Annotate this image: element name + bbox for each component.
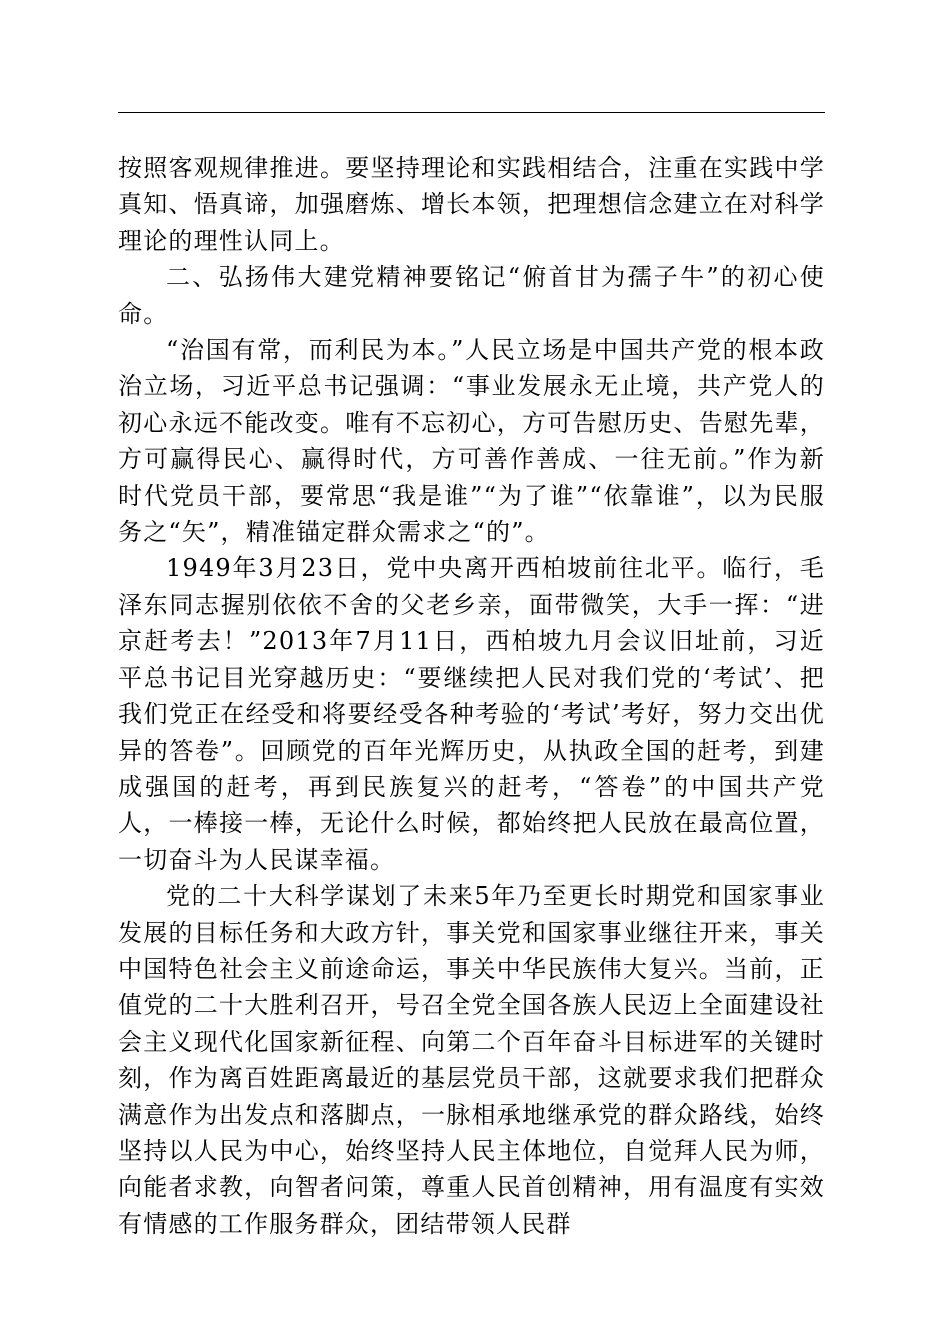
body-paragraph: 党的二十大科学谋划了未来5年乃至更长时期党和国家事业发展的目标任务和大政方针，事关党和国家事业继往开来，事关中国特色社会主义前途命运，事关中华民族伟大复兴。当前，正值党的二十大胜利召开，号召全党全国各族人民迈上全面建设社会主义现代化国家新征程、向第二个百年奋斗目标进军的关键时刻，作为离百姓距离最近的基层党员干部，这就要求我们把群众满意作为出发点和落脚点，一脉相承地继承党的群众路线，始终坚持以人民为中心，始终坚持人民主体地位，自觉拜人民为师，向能者求教，向智者问策，尊重人民首创精神，用有温度有实效有情感的工作服务群众，团结带领人民群 [118,882,825,1238]
header-rule [118,112,825,113]
body-paragraph: “治国有常，而利民为本。”人民立场是中国共产党的根本政治立场，习近平总书记强调：“事业发展永无止境，共产党人的初心永远不能改变。唯有不忘初心，方可告慰历史、告慰先辈，方可赢得民心、赢得时代，方可善作善成、一往无前。”作为新时代党员干部，要常思“我是谁”“为了谁”“依靠谁”，以为民服务之“矢”，精准锚定群众需求之“的”。 [118,336,825,547]
section-heading: 二、弘扬伟大建党精神要铭记“俯首甘为孺子牛”的初心使命。 [118,263,825,328]
document-body [118,150,825,1242]
body-paragraph: 按照客观规律推进。要坚持理论和实践相结合，注重在实践中学真知、悟真谛，加强磨炼、增长本领，把理想信念建立在对科学理论的理性认同上。 [118,154,825,255]
body-paragraph: 1949年3月23日，党中央离开西柏坡前往北平。临行，毛泽东同志握别依依不舍的父老乡亲，面带微笑，大手一挥：“进京赶考去！”2013年7月11日，西柏坡九月会议旧址前，习近平总书记目光穿越历史：“要继续把人民对我们党的‘考试’、把我们党正在经受和将要经受各种考验的‘考试’考好，努力交出优异的答卷”。回顾党的百年光辉历史，从执政全国的赶考，到建成强国的赶考，再到民族复兴的赶考，“答卷”的中国共产党人，一棒接一棒，无论什么时候，都始终把人民放在最高位置，一切奋斗为人民谋幸福。 [118,554,825,874]
